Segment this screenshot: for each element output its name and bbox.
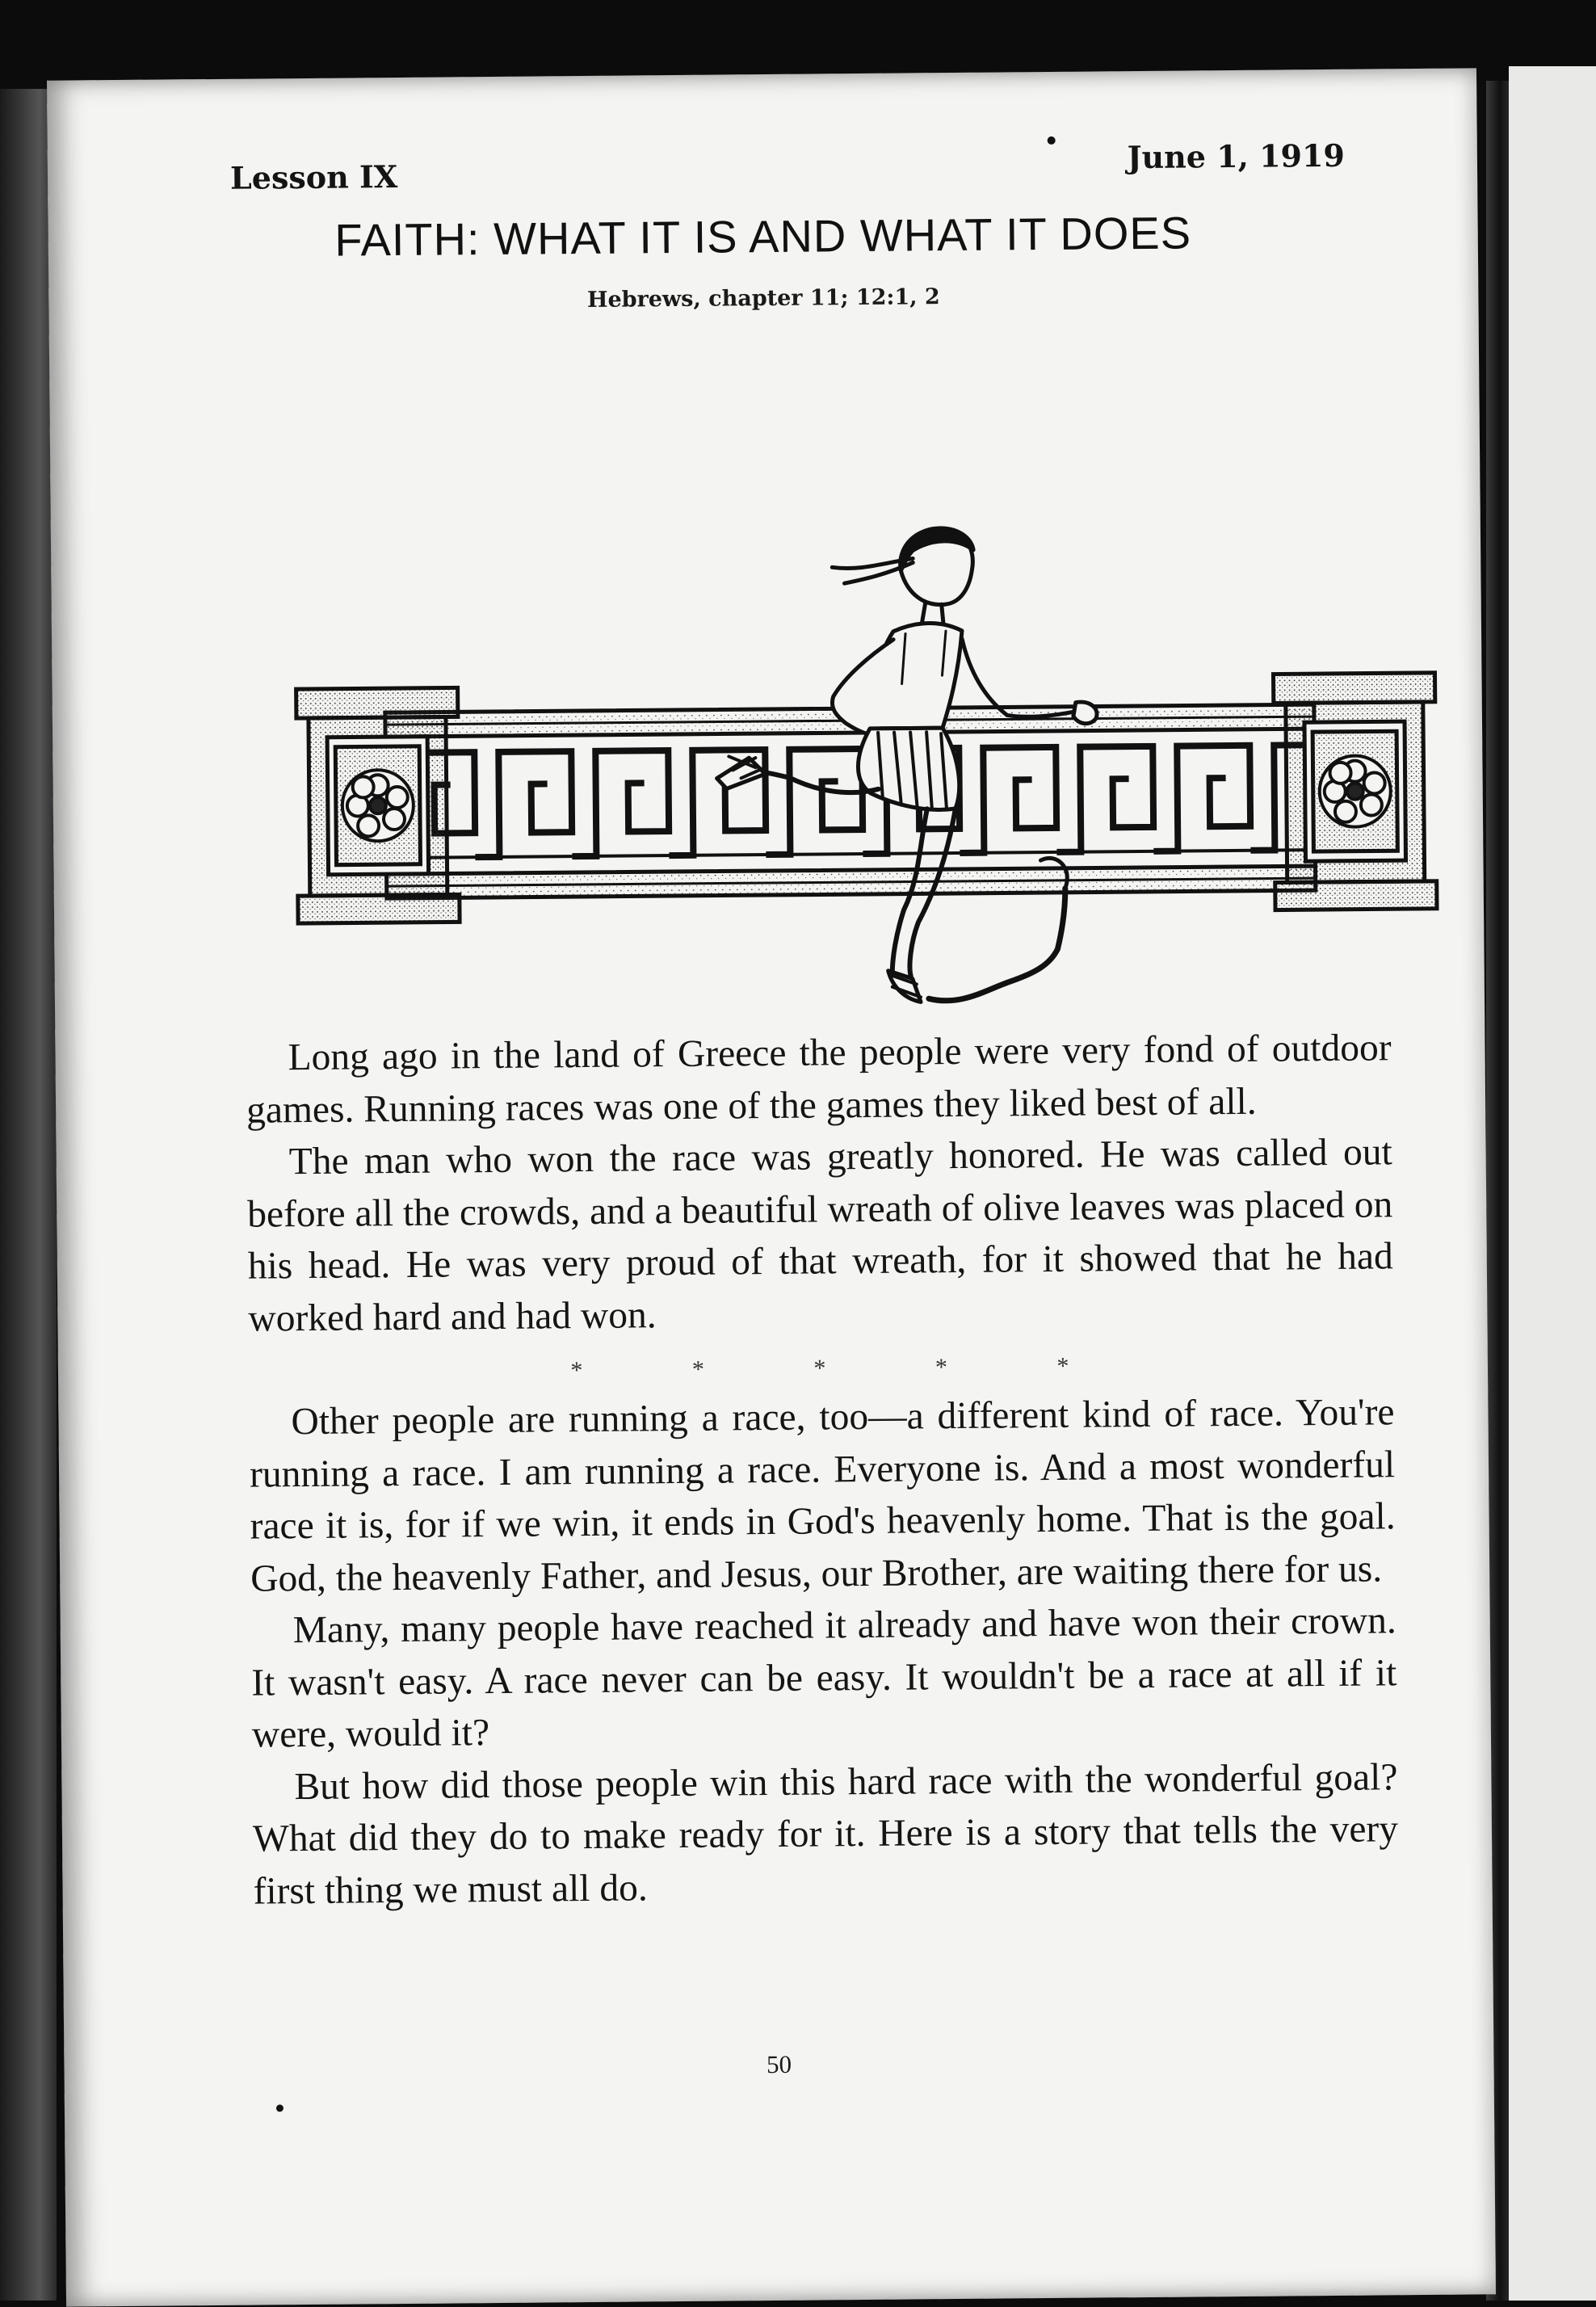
adjacent-page-edge	[1509, 66, 1596, 2301]
page-title: FAITH: WHAT IT IS AND WHAT IT DOES	[334, 207, 1192, 266]
section-separator: * * * * *	[570, 1352, 1121, 1385]
lesson-label: Lesson IX	[229, 158, 398, 196]
paragraph-5: But how did those people win this hard race with the wonderful goal? What did they do to make ready for it. Here is a story that tells the very first thing we must all do.	[252, 1755, 1399, 1913]
lesson-date: June 1, 1919	[1127, 137, 1346, 176]
paragraph-4: Many, many people have reached it already and have won their crown. It wasn't easy. A race never can be easy. It wouldn't be a race at all if it were, would it?	[251, 1599, 1397, 1756]
greek-runner-frieze-icon	[229, 445, 1462, 1053]
left-pillar	[296, 687, 460, 923]
book-spine	[0, 89, 57, 2301]
ink-speck	[276, 2104, 284, 2112]
scripture-reference: Hebrews, chapter 11; 12:1, 2	[586, 284, 940, 313]
right-pillar	[1273, 673, 1437, 910]
paragraph-3: Other people are running a race, too—a different kind of race. You're running a race. I am running a race. Everyone is. And a most wonderful race it is, for if we win, it ends in God's heavenly home. That is the goal. God, the heavenly Father, and Jesus, our Brother, are waiting there for us.	[249, 1391, 1396, 1600]
paragraph-2: The man who won the race was greatly honored. He was called out before all the crowds, and a beautiful wreath of olive leaves was placed on his head. He was very proud of that wreath, for it showed that he had worked hard and had won.	[247, 1131, 1394, 1340]
page-number: 50	[766, 2049, 792, 2079]
paragraph-1: Long ago in the land of Greece the people were very fond of outdoor games. Running races was one of the games they liked best of all.	[246, 1027, 1392, 1132]
book-page	[47, 68, 1496, 2306]
lesson-body	[246, 1022, 1399, 1917]
ink-speck	[1048, 137, 1056, 145]
